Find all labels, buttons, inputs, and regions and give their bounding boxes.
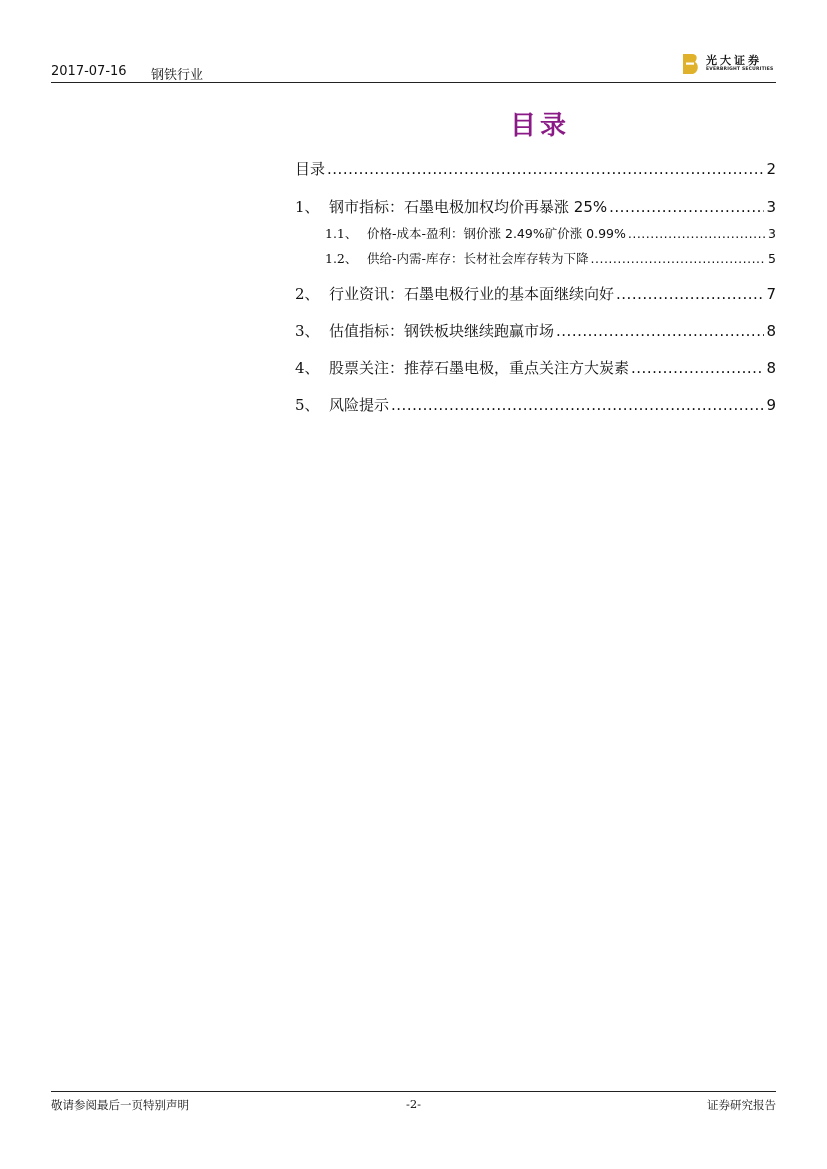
- disclaimer-note: 敬请参阅最后一页特别声明: [51, 1098, 189, 1112]
- toc-entry-number: 1.2、: [325, 251, 358, 266]
- toc-entry[interactable]: [295, 357, 776, 378]
- toc-entry-page: 3: [766, 198, 776, 216]
- toc-entry-text: 股票关注：推荐石墨电极，重点关注方大炭素: [329, 359, 630, 377]
- toc-leader-dots: [616, 285, 764, 303]
- page-number: -2-: [405, 1097, 422, 1111]
- report-industry: 钢铁行业: [151, 68, 204, 83]
- toc-entry-text: 估值指标：钢铁板块继续跑赢市场: [329, 322, 555, 340]
- logo-chinese-name: 光大证券: [706, 54, 762, 67]
- toc-entry[interactable]: [295, 158, 776, 179]
- toc-entry-text: 行业资讯：石墨电极行业的基本面继续向好: [329, 285, 615, 303]
- footer-divider: [51, 1091, 776, 1092]
- toc-title: 目录: [509, 111, 570, 141]
- toc-entry-page: 5: [768, 251, 776, 266]
- toc-entry-number: 2、: [295, 285, 320, 303]
- toc-entry-number: 3、: [295, 322, 320, 340]
- toc-entry-number: 1.1、: [325, 226, 358, 241]
- report-date: 2017-07-16: [51, 64, 127, 79]
- toc-entry-page: 3: [768, 226, 776, 241]
- toc-leader-dots: [631, 359, 764, 377]
- toc-entry[interactable]: [295, 320, 776, 341]
- toc-entry-number: 4、: [295, 359, 320, 377]
- toc-entry[interactable]: [295, 249, 776, 267]
- toc-entry-text: 钢市指标：石墨电极加权均价再暴涨 25%: [329, 198, 608, 216]
- toc-leader-dots: [609, 198, 764, 216]
- toc-entry[interactable]: [295, 224, 776, 242]
- logo-english-name: EVERBRIGHT SECURITIES: [706, 67, 774, 72]
- toc-entry-page: 8: [766, 322, 776, 340]
- toc-entry-number: 5、: [295, 396, 320, 414]
- toc-entry-text: 目录: [295, 160, 326, 178]
- toc-entry-text: 风险提示: [329, 396, 390, 414]
- toc-leader-dots: [556, 322, 764, 340]
- toc-leader-dots: [628, 226, 766, 241]
- toc-entry-page: 8: [766, 359, 776, 377]
- page-header: [51, 50, 776, 84]
- toc-entry-page: 2: [766, 160, 776, 178]
- toc-leader-dots: [391, 396, 764, 414]
- page-footer: [51, 1091, 776, 1121]
- everbright-logo: [682, 53, 776, 77]
- everbright-logo-icon: [682, 53, 700, 75]
- toc-entry[interactable]: [295, 394, 776, 415]
- toc-leader-dots: [327, 160, 764, 178]
- toc-entry-page: 7: [766, 285, 776, 303]
- toc-entry-text: 供给-内需-库存：长材社会库存转为下降: [367, 251, 589, 266]
- toc-entry-text: 价格-成本-盈利：钢价涨 2.49%矿价涨 0.99%: [367, 226, 626, 241]
- header-divider: [51, 82, 776, 83]
- toc-entry[interactable]: [295, 196, 776, 217]
- toc-entry[interactable]: [295, 283, 776, 304]
- toc-leader-dots: [591, 251, 767, 266]
- toc-entry-page: 9: [766, 396, 776, 414]
- report-type: 证券研究报告: [707, 1098, 776, 1112]
- toc-entry-number: 1、: [295, 198, 320, 216]
